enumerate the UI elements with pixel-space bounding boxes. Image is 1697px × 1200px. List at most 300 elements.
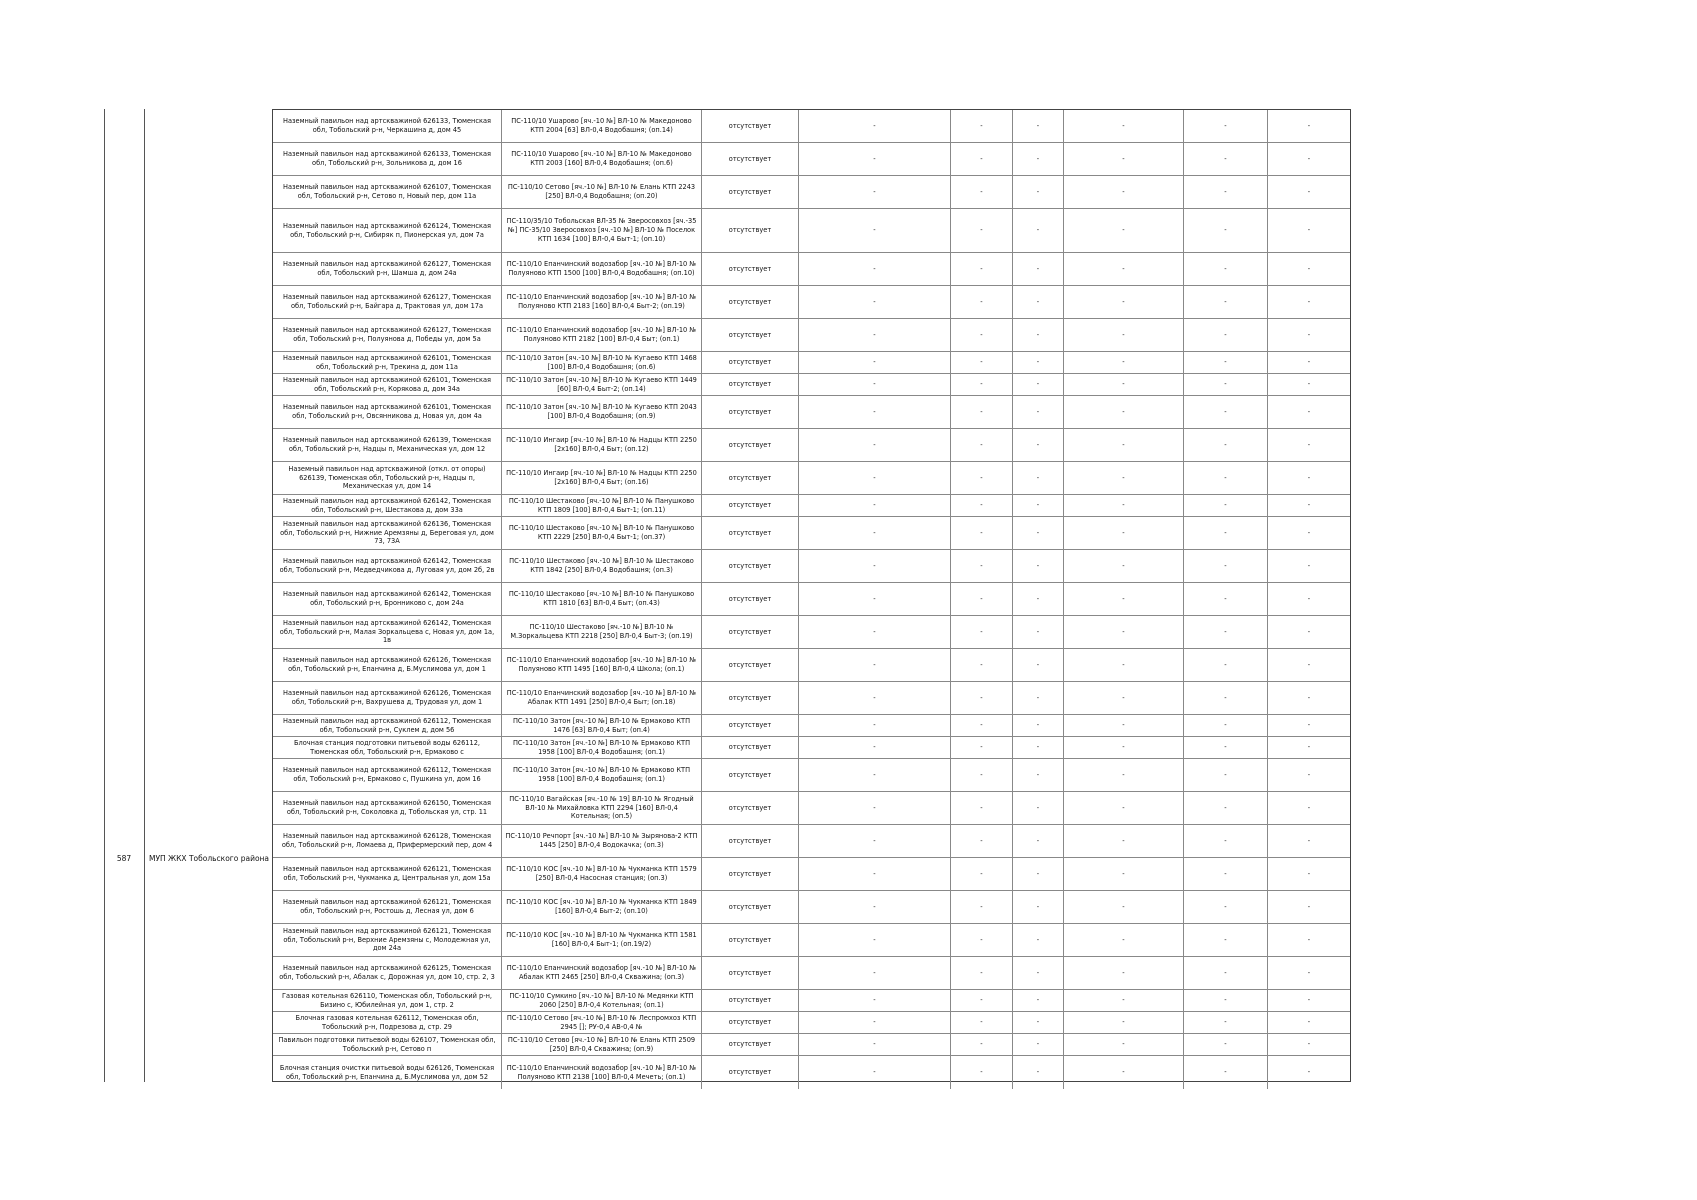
status-cell: отсутствует — [702, 759, 799, 791]
dash-cell: - — [1013, 286, 1064, 318]
connection-cell: ПС-110/10 Ушарово [яч.-10 №] ВЛ-10 № Македоново КТП 2003 [160] ВЛ-0,4 Водобашня; (оп.6) — [502, 143, 702, 175]
dash-cell: - — [1064, 715, 1184, 736]
dash-cell: - — [1064, 792, 1184, 824]
dash-cell: - — [1307, 902, 1311, 911]
dash-cell: - — [1307, 473, 1311, 482]
dash-cell: - — [1307, 501, 1311, 510]
connection-cell: ПС-110/10 Ингаир [яч.-10 №] ВЛ-10 № Надцы КТП 2250 [2х160] ВЛ-0,4 Быт; (оп.16) — [502, 462, 702, 494]
connection-cell: ПС-110/10 Ушарово [яч.-10 №] ВЛ-10 № Македоново КТП 2004 [63] ВЛ-0,4 Водобашня; (оп.14) — [502, 110, 702, 142]
dash-cell: - — [1307, 968, 1311, 977]
connection-cell: ПС-110/10 Епанчинский водозабор [яч.-10 №] ВЛ-10 № Абалак КТП 1491 [250] ВЛ-0,4 Быт; (оп.18) — [502, 682, 702, 714]
dash-cell: - — [799, 429, 951, 461]
dash-cell: - — [1013, 253, 1064, 285]
dash-cell: - — [1064, 858, 1184, 890]
organization-name: МУП ЖКХ Тобольского района — [148, 854, 270, 863]
dash-cell: - — [1064, 517, 1184, 549]
dash-cell: - — [1064, 396, 1184, 428]
dash-cell: - — [951, 495, 1013, 516]
object-cell: Наземный павильон над артскважиной 626127, Тюменская обл, Тобольский р-н, Полуянова д, Победы ул, дом 5а — [273, 319, 502, 351]
dash-cell: - — [1307, 407, 1311, 416]
dash-cell: - — [1184, 825, 1268, 857]
connection-cell: ПС-110/10 Затон [яч.-10 №] ВЛ-10 № Кугаево КТП 2043 [100] ВЛ-0,4 Водобашня; (оп.9) — [502, 396, 702, 428]
dash-cell: - — [951, 1012, 1013, 1033]
status-cell: отсутствует — [702, 682, 799, 714]
dash-cell: - — [1307, 121, 1311, 130]
dash-cell: - — [1064, 286, 1184, 318]
connection-cell: ПС-110/10 Шестаково [яч.-10 №] ВЛ-10 № Панушково КТП 1809 [100] ВЛ-0,4 Быт-1; (оп.11) — [502, 495, 702, 516]
table-row — [273, 253, 1350, 286]
dash-cell: - — [951, 286, 1013, 318]
dash-cell: - — [1184, 715, 1268, 736]
dash-cell: - — [1307, 869, 1311, 878]
dash-cell: - — [1064, 682, 1184, 714]
table-row — [273, 858, 1350, 891]
dash-cell: - — [1064, 1056, 1184, 1089]
dash-cell: - — [1064, 209, 1184, 252]
dash-cell: - — [951, 858, 1013, 890]
object-cell: Наземный павильон над артскважиной 626142, Тюменская обл, Тобольский р-н, Бронниково с, дом 24а — [273, 583, 502, 615]
dash-cell: - — [1064, 616, 1184, 648]
dash-cell: - — [951, 924, 1013, 956]
dash-cell: - — [799, 957, 951, 989]
dash-cell: - — [1013, 429, 1064, 461]
connection-cell: ПС-110/10 Епанчинский водозабор [яч.-10 №] ВЛ-10 № Абалак КТП 2465 [250] ВЛ-0,4 Скважина; (оп.3) — [502, 957, 702, 989]
table-row — [273, 396, 1350, 429]
connection-cell: ПС-110/10 Сумкино [яч.-10 №] ВЛ-10 № Медянки КТП 2060 [250] ВЛ-0,4 Котельная; (оп.1) — [502, 990, 702, 1011]
dash-cell: - — [1184, 891, 1268, 923]
dash-cell: - — [1013, 825, 1064, 857]
table-row — [273, 176, 1350, 209]
connection-cell: ПС-110/10 Затон [яч.-10 №] ВЛ-10 № Ермаково КТП 1958 [100] ВЛ-0,4 Водобашня; (оп.1) — [502, 737, 702, 758]
connection-cell: ПС-110/10 Речпорт [яч.-10 №] ВЛ-10 № Зырянова-2 КТП 1445 [250] ВЛ-0,4 Водокачка; (оп.3) — [502, 825, 702, 857]
dash-cell: - — [1013, 319, 1064, 351]
table-row — [273, 110, 1350, 143]
status-cell: отсутствует — [702, 1034, 799, 1055]
object-cell: Наземный павильон над артскважиной 626127, Тюменская обл, Тобольский р-н, Байгара д, Трактовая ул, дом 17а — [273, 286, 502, 318]
object-cell: Наземный павильон над артскважиной 626107, Тюменская обл, Тобольский р-н, Сетово п, Новый пер, дом 11а — [273, 176, 502, 208]
connection-cell: ПС-110/35/10 Тобольская ВЛ-35 № Зверосовхоз [яч.-35 №] ПС-35/10 Зверосовхоз [яч.-10 №] ВЛ-10 № Поселок КТП 1634 [100] ВЛ-0,4 Быт-1; (оп.10) — [502, 209, 702, 252]
object-cell: Наземный павильон над артскважиной 626101, Тюменская обл, Тобольский р-н, Трекина д, дом 11а — [273, 352, 502, 373]
dash-cell: - — [799, 319, 951, 351]
object-cell: Наземный павильон над артскважиной 626150, Тюменская обл, Тобольский р-н, Соколовка д, Тобольская ул, стр. 11 — [273, 792, 502, 824]
table-row — [273, 891, 1350, 924]
dash-cell: - — [1064, 649, 1184, 681]
dash-cell: - — [1064, 110, 1184, 142]
dash-cell: - — [1184, 792, 1268, 824]
object-cell: Наземный павильон над артскважиной 626142, Тюменская обл, Тобольский р-н, Малая Зоркальцева с, Новая ул, дом 1а, 1в — [273, 616, 502, 648]
table-row — [273, 286, 1350, 319]
dash-cell: - — [1184, 616, 1268, 648]
dash-cell: - — [799, 924, 951, 956]
table-row — [273, 682, 1350, 715]
dash-cell: - — [951, 429, 1013, 461]
dash-cell: - — [1307, 226, 1311, 235]
status-cell: отсутствует — [702, 825, 799, 857]
dash-cell: - — [1307, 154, 1311, 163]
dash-cell: - — [1184, 286, 1268, 318]
object-cell: Наземный павильон над артскважиной 626142, Тюменская обл, Тобольский р-н, Шестакова д, дом 33а — [273, 495, 502, 516]
dash-cell: - — [1064, 319, 1184, 351]
dash-cell: - — [1064, 352, 1184, 373]
dash-cell: - — [1307, 358, 1311, 367]
dash-cell: - — [1184, 517, 1268, 549]
dash-cell: - — [1013, 858, 1064, 890]
dash-cell: - — [951, 374, 1013, 395]
dash-cell: - — [1307, 721, 1311, 730]
dash-cell: - — [951, 649, 1013, 681]
connection-cell: ПС-110/10 Епанчинский водозабор [яч.-10 №] ВЛ-10 № Полуяново КТП 2183 [160] ВЛ-0,4 Быт-2; (оп.19) — [502, 286, 702, 318]
table-row — [273, 990, 1350, 1012]
dash-cell: - — [1184, 495, 1268, 516]
dash-cell: - — [1013, 737, 1064, 758]
table-row — [273, 957, 1350, 990]
dash-cell: - — [1013, 1056, 1064, 1089]
dash-cell: - — [1307, 187, 1311, 196]
dash-cell: - — [951, 715, 1013, 736]
connection-cell: ПС-110/10 Затон [яч.-10 №] ВЛ-10 № Ермаково КТП 1476 [63] ВЛ-0,4 Быт; (оп.4) — [502, 715, 702, 736]
dash-cell: - — [1064, 429, 1184, 461]
dash-cell: - — [951, 352, 1013, 373]
object-cell: Газовая котельная 626110, Тюменская обл, Тобольский р-н, Бизино с, Юбилейная ул, дом 1, стр. 2 — [273, 990, 502, 1011]
status-cell: отсутствует — [702, 858, 799, 890]
dash-cell: - — [1064, 176, 1184, 208]
object-cell: Наземный павильон над артскважиной 626126, Тюменская обл, Тобольский р-н, Епанчина д, Б.Муслимова ул, дом 1 — [273, 649, 502, 681]
table-row — [273, 495, 1350, 517]
dash-cell: - — [1064, 583, 1184, 615]
dash-cell: - — [799, 209, 951, 252]
dash-cell: - — [951, 737, 1013, 758]
status-cell: отсутствует — [702, 1056, 799, 1089]
dash-cell: - — [1013, 495, 1064, 516]
object-cell: Наземный павильон над артскважиной 626136, Тюменская обл, Тобольский р-н, Нижние Аремзяны д, Береговая ул, дом 73, 73А — [273, 517, 502, 549]
table-row — [273, 462, 1350, 495]
dash-cell: - — [1064, 759, 1184, 791]
dash-cell: - — [1064, 1034, 1184, 1055]
table-row — [273, 759, 1350, 792]
table-row — [273, 924, 1350, 957]
dash-cell: - — [1184, 110, 1268, 142]
status-cell: отсутствует — [702, 649, 799, 681]
dash-cell: - — [799, 616, 951, 648]
connection-cell: ПС-110/10 Епанчинский водозабор [яч.-10 №] ВЛ-10 № Полуяново КТП 2138 [100] ВЛ-0,4 Мечеть; (оп.1) — [502, 1056, 702, 1089]
dash-cell: - — [799, 517, 951, 549]
object-cell: Наземный павильон над артскважиной 626133, Тюменская обл, Тобольский р-н, Зольникова д, дом 16 — [273, 143, 502, 175]
table-row — [273, 352, 1350, 374]
status-cell: отсутствует — [702, 253, 799, 285]
connection-cell: ПС-110/10 Шестаково [яч.-10 №] ВЛ-10 № Шестаково КТП 1842 [250] ВЛ-0,4 Водобашня; (оп.3) — [502, 550, 702, 582]
dash-cell: - — [1013, 176, 1064, 208]
dash-cell: - — [1184, 396, 1268, 428]
dash-cell: - — [1064, 143, 1184, 175]
dash-cell: - — [1307, 1040, 1311, 1049]
dash-cell: - — [1184, 352, 1268, 373]
dash-cell: - — [1013, 374, 1064, 395]
status-cell: отсутствует — [702, 891, 799, 923]
dash-cell: - — [1184, 1012, 1268, 1033]
dash-cell: - — [1184, 462, 1268, 494]
status-cell: отсутствует — [702, 110, 799, 142]
status-cell: отсутствует — [702, 209, 799, 252]
dash-cell: - — [1013, 957, 1064, 989]
dash-cell: - — [799, 1056, 951, 1089]
dash-cell: - — [1013, 462, 1064, 494]
dash-cell: - — [1184, 858, 1268, 890]
dash-cell: - — [951, 616, 1013, 648]
dash-cell: - — [799, 396, 951, 428]
dash-cell: - — [1307, 627, 1311, 636]
dash-cell: - — [1307, 660, 1311, 669]
object-cell: Павильон подготовки питьевой воды 626107, Тюменская обл, Тобольский р-н, Сетово п — [273, 1034, 502, 1055]
status-cell: отсутствует — [702, 429, 799, 461]
connection-cell: ПС-110/10 Ингаир [яч.-10 №] ВЛ-10 № Надцы КТП 2250 [2х160] ВЛ-0,4 Быт; (оп.12) — [502, 429, 702, 461]
dash-cell: - — [799, 462, 951, 494]
dash-cell: - — [1064, 924, 1184, 956]
table-row — [273, 1034, 1350, 1056]
connection-cell: ПС-110/10 Шестаково [яч.-10 №] ВЛ-10 № Панушково КТП 1810 [63] ВЛ-0,4 Быт; (оп.43) — [502, 583, 702, 615]
status-cell: отсутствует — [702, 143, 799, 175]
object-cell: Наземный павильон над артскважиной 626139, Тюменская обл, Тобольский р-н, Надцы п, Механическая ул, дом 12 — [273, 429, 502, 461]
dash-cell: - — [1064, 891, 1184, 923]
dash-cell: - — [1307, 996, 1311, 1005]
status-cell: отсутствует — [702, 495, 799, 516]
dash-cell: - — [951, 209, 1013, 252]
dash-cell: - — [1013, 1034, 1064, 1055]
object-cell: Наземный павильон над артскважиной 626121, Тюменская обл, Тобольский р-н, Ростошь д, Лесная ул, дом 6 — [273, 891, 502, 923]
object-cell: Наземный павильон над артскважиной 626128, Тюменская обл, Тобольский р-н, Ломаева д, Прифермерский пер, дом 4 — [273, 825, 502, 857]
dash-cell: - — [799, 891, 951, 923]
object-cell: Наземный павильон над артскважиной 626127, Тюменская обл, Тобольский р-н, Шамша д, дом 24а — [273, 253, 502, 285]
dash-cell: - — [799, 825, 951, 857]
dash-cell: - — [799, 253, 951, 285]
dash-cell: - — [1013, 209, 1064, 252]
dash-cell: - — [799, 495, 951, 516]
table-row — [273, 737, 1350, 759]
dash-cell: - — [1013, 396, 1064, 428]
table-row — [273, 1056, 1350, 1089]
connection-cell: ПС-110/10 Затон [яч.-10 №] ВЛ-10 № Кугаево КТП 1449 [60] ВЛ-0,4 Быт-2; (оп.14) — [502, 374, 702, 395]
dash-cell: - — [1013, 682, 1064, 714]
table-row — [273, 825, 1350, 858]
connection-cell: ПС-110/10 КОС [яч.-10 №] ВЛ-10 № Чукманка КТП 1581 [160] ВЛ-0,4 Быт-1; (оп.19/2) — [502, 924, 702, 956]
dash-cell: - — [951, 396, 1013, 428]
status-cell: отсутствует — [702, 176, 799, 208]
dash-cell: - — [799, 143, 951, 175]
connection-cell: ПС-110/10 Сетово [яч.-10 №] ВЛ-10 № Елань КТП 2509 [250] ВЛ-0,4 Скважина; (оп.9) — [502, 1034, 702, 1055]
dash-cell: - — [799, 110, 951, 142]
dash-cell: - — [1013, 759, 1064, 791]
dash-cell: - — [951, 143, 1013, 175]
object-cell: Наземный павильон над артскважиной 626133, Тюменская обл, Тобольский р-н, Черкашина д, дом 45 — [273, 110, 502, 142]
dash-cell: - — [951, 176, 1013, 208]
dash-cell: - — [1307, 1018, 1311, 1027]
dash-cell: - — [799, 583, 951, 615]
dash-cell: - — [1307, 1068, 1311, 1077]
dash-cell: - — [799, 649, 951, 681]
dash-cell: - — [1307, 770, 1311, 779]
dash-cell: - — [1184, 737, 1268, 758]
dash-cell: - — [1307, 380, 1311, 389]
group-number: 587 — [116, 854, 132, 863]
dash-cell: - — [1184, 682, 1268, 714]
dash-cell: - — [1013, 550, 1064, 582]
dash-cell: - — [1184, 583, 1268, 615]
dash-cell: - — [1307, 264, 1311, 273]
dash-cell: - — [1013, 792, 1064, 824]
dash-cell: - — [799, 550, 951, 582]
object-cell: Наземный павильон над артскважиной 626101, Тюменская обл, Тобольский р-н, Овсянникова д, Новая ул, дом 4а — [273, 396, 502, 428]
dash-cell: - — [1064, 253, 1184, 285]
dash-cell: - — [1307, 528, 1311, 537]
table-row — [273, 583, 1350, 616]
status-cell: отсутствует — [702, 715, 799, 736]
table-row — [273, 374, 1350, 396]
status-cell: отсутствует — [702, 517, 799, 549]
dash-cell: - — [1013, 715, 1064, 736]
object-cell: Наземный павильон над артскважиной 626121, Тюменская обл, Тобольский р-н, Верхние Аремзяны с, Молодежная ул, дом 24а — [273, 924, 502, 956]
connection-cell: ПС-110/10 Вагайская [яч.-10 № 19] ВЛ-10 № Ягодный ВЛ-10 № Михайловка КТП 2294 [160] ВЛ-0,4 Котельная; (оп.5) — [502, 792, 702, 824]
connection-cell: ПС-110/10 Затон [яч.-10 №] ВЛ-10 № Кугаево КТП 1468 [100] ВЛ-0,4 Водобашня; (оп.6) — [502, 352, 702, 373]
dash-cell: - — [799, 792, 951, 824]
dash-cell: - — [1013, 924, 1064, 956]
status-cell: отсутствует — [702, 737, 799, 758]
connection-cell: ПС-110/10 Затон [яч.-10 №] ВЛ-10 № Ермаково КТП 1958 [100] ВЛ-0,4 Водобашня; (оп.1) — [502, 759, 702, 791]
table-row — [273, 792, 1350, 825]
dash-cell: - — [1307, 297, 1311, 306]
dash-cell: - — [1307, 330, 1311, 339]
status-cell: отсутствует — [702, 924, 799, 956]
dash-cell: - — [1013, 352, 1064, 373]
dash-cell: - — [799, 286, 951, 318]
table-row — [273, 517, 1350, 550]
object-cell: Наземный павильон над артскважиной 626101, Тюменская обл, Тобольский р-н, Корякова д, дом 34а — [273, 374, 502, 395]
dash-cell: - — [1184, 319, 1268, 351]
object-cell: Наземный павильон над артскважиной 626125, Тюменская обл, Тобольский р-н, Абалак с, Дорожная ул, дом 10, стр. 2, 3 — [273, 957, 502, 989]
dash-cell: - — [799, 990, 951, 1011]
dash-cell: - — [799, 858, 951, 890]
dash-cell: - — [1064, 462, 1184, 494]
dash-cell: - — [1184, 1034, 1268, 1055]
dash-cell: - — [951, 957, 1013, 989]
connection-cell: ПС-110/10 КОС [яч.-10 №] ВЛ-10 № Чукманка КТП 1849 [160] ВЛ-0,4 Быт-2; (оп.10) — [502, 891, 702, 923]
dash-cell: - — [1184, 957, 1268, 989]
table-row — [273, 429, 1350, 462]
status-cell: отсутствует — [702, 352, 799, 373]
dash-cell: - — [1013, 517, 1064, 549]
table-row — [273, 616, 1350, 649]
dash-cell: - — [1307, 594, 1311, 603]
dash-cell: - — [799, 737, 951, 758]
dash-cell: - — [1184, 1056, 1268, 1089]
table-row — [273, 649, 1350, 682]
connection-cell: ПС-110/10 Епанчинский водозабор [яч.-10 №] ВЛ-10 № Полуяново КТП 1495 [160] ВЛ-0,4 Школа; (оп.1) — [502, 649, 702, 681]
dash-cell: - — [1064, 990, 1184, 1011]
status-cell: отсутствует — [702, 462, 799, 494]
dash-cell: - — [1013, 583, 1064, 615]
status-cell: отсутствует — [702, 374, 799, 395]
dash-cell: - — [1064, 550, 1184, 582]
dash-cell: - — [799, 715, 951, 736]
data-table — [272, 109, 1351, 1082]
left-column-divider — [144, 109, 145, 1082]
dash-cell: - — [799, 176, 951, 208]
table-row — [273, 550, 1350, 583]
dash-cell: - — [951, 550, 1013, 582]
dash-cell: - — [1184, 924, 1268, 956]
dash-cell: - — [799, 1034, 951, 1055]
dash-cell: - — [1013, 1012, 1064, 1033]
dash-cell: - — [1013, 649, 1064, 681]
table-row — [273, 209, 1350, 253]
object-cell: Наземный павильон над артскважиной (откл. от опоры) 626139, Тюменская обл, Тобольский р-н, Надцы п, Механическая ул, дом 14 — [273, 462, 502, 494]
status-cell: отсутствует — [702, 957, 799, 989]
dash-cell: - — [799, 682, 951, 714]
object-cell: Наземный павильон над артскважиной 626126, Тюменская обл, Тобольский р-н, Вахрушева д, Трудовая ул, дом 1 — [273, 682, 502, 714]
status-cell: отсутствует — [702, 550, 799, 582]
left-border-line — [104, 109, 105, 1082]
table-row — [273, 319, 1350, 352]
dash-cell: - — [1184, 209, 1268, 252]
dash-cell: - — [951, 583, 1013, 615]
dash-cell: - — [1064, 957, 1184, 989]
dash-cell: - — [1184, 143, 1268, 175]
dash-cell: - — [1184, 990, 1268, 1011]
dash-cell: - — [951, 759, 1013, 791]
dash-cell: - — [951, 825, 1013, 857]
dash-cell: - — [1013, 110, 1064, 142]
dash-cell: - — [1013, 143, 1064, 175]
dash-cell: - — [1064, 374, 1184, 395]
status-cell: отсутствует — [702, 1012, 799, 1033]
dash-cell: - — [951, 891, 1013, 923]
status-cell: отсутствует — [702, 792, 799, 824]
dash-cell: - — [951, 792, 1013, 824]
dash-cell: - — [951, 319, 1013, 351]
status-cell: отсутствует — [702, 319, 799, 351]
status-cell: отсутствует — [702, 616, 799, 648]
dash-cell: - — [951, 682, 1013, 714]
dash-cell: - — [1184, 649, 1268, 681]
status-cell: отсутствует — [702, 396, 799, 428]
dash-cell: - — [951, 462, 1013, 494]
object-cell: Наземный павильон над артскважиной 626121, Тюменская обл, Тобольский р-н, Чукманка д, Центральная ул, дом 15а — [273, 858, 502, 890]
dash-cell: - — [1013, 616, 1064, 648]
status-cell: отсутствует — [702, 286, 799, 318]
dash-cell: - — [1184, 176, 1268, 208]
connection-cell: ПС-110/10 Шестаково [яч.-10 №] ВЛ-10 № Панушково КТП 2229 [250] ВЛ-0,4 Быт-1; (оп.37) — [502, 517, 702, 549]
object-cell: Блочная станция очистки питьевой воды 626126, Тюменская обл, Тобольский р-н, Епанчина д, Б.Муслимова ул, дом 52 — [273, 1056, 502, 1089]
dash-cell: - — [1307, 693, 1311, 702]
dash-cell: - — [1064, 1012, 1184, 1033]
dash-cell: - — [799, 1012, 951, 1033]
object-cell: Наземный павильон над артскважиной 626142, Тюменская обл, Тобольский р-н, Медведчикова д, Луговая ул, дом 2б, 2в — [273, 550, 502, 582]
status-cell: отсутствует — [702, 583, 799, 615]
dash-cell: - — [799, 759, 951, 791]
object-cell: Наземный павильон над артскважиной 626112, Тюменская обл, Тобольский р-н, Ермаково с, Пушкина ул, дом 16 — [273, 759, 502, 791]
dash-cell: - — [951, 253, 1013, 285]
dash-cell: - — [1307, 935, 1311, 944]
connection-cell: ПС-110/10 Епанчинский водозабор [яч.-10 №] ВЛ-10 № Полуяново КТП 1500 [100] ВЛ-0,4 Водобашня; (оп.10) — [502, 253, 702, 285]
dash-cell: - — [1307, 561, 1311, 570]
connection-cell: ПС-110/10 КОС [яч.-10 №] ВЛ-10 № Чукманка КТП 1579 [250] ВЛ-0,4 Насосная станция; (оп.3) — [502, 858, 702, 890]
dash-cell: - — [951, 517, 1013, 549]
dash-cell: - — [1184, 429, 1268, 461]
dash-cell: - — [1064, 825, 1184, 857]
status-cell: отсутствует — [702, 990, 799, 1011]
dash-cell: - — [951, 1056, 1013, 1089]
dash-cell: - — [951, 1034, 1013, 1055]
dash-cell: - — [1184, 253, 1268, 285]
dash-cell: - — [1307, 836, 1311, 845]
